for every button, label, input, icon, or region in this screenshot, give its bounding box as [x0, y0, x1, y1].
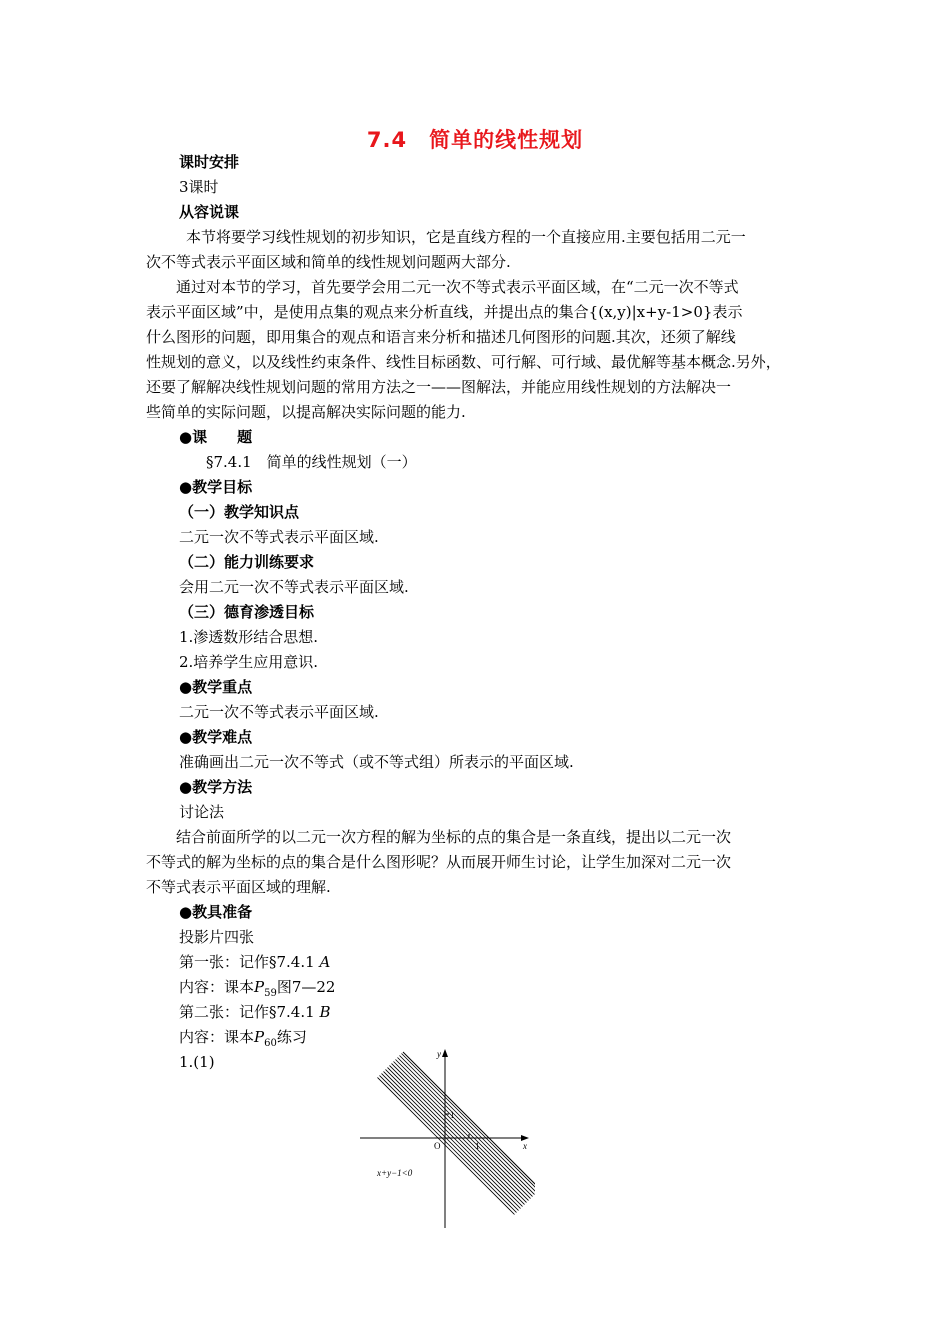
intro-paragraph-2-line: 表示平面区域”中，是使用点集的观点来分析直线，并提出点的集合{(x,y)|x+y-1>0}表示 — [146, 303, 743, 321]
slide-one-line — [146, 950, 814, 975]
hatch-line — [355, 1231, 535, 1233]
intro-paragraph-2-line: 性规划的意义，以及线性约束条件、线性目标函数、可行解、可行域、最优解等基本概念.另外， — [146, 353, 781, 371]
intro-paragraph-2-line: 通过对本节的学习，首先要学会用二元一次不等式表示平面区域，在“二元一次不等式 — [176, 278, 739, 296]
slide-two-line — [146, 1000, 814, 1025]
exercise-ref: 练习 — [276, 1028, 307, 1046]
exercise-number: 1.(1) — [179, 1053, 215, 1071]
knowledge-heading: （一）教学知识点 — [179, 503, 300, 521]
slide-one-label: 第一张：记作§7.4.1 — [179, 953, 320, 971]
moral-heading: （三）德育渗透目标 — [179, 603, 315, 621]
inequality-graph — [355, 1043, 535, 1233]
difficulty-text: 准确画出二元一次不等式（或不等式组）所表示的平面区域. — [179, 753, 574, 771]
figure-ref: 图7—22 — [276, 978, 336, 996]
key-point-heading: ●教学重点 — [179, 678, 253, 696]
ability-heading: （二）能力训练要求 — [179, 553, 315, 571]
method-paragraph-line: 不等式表示平面区域的理解. — [146, 878, 331, 896]
slide-one-content — [146, 975, 814, 1000]
intro-paragraph-1-line: 本节将要学习线性规划的初步知识，它是直线方程的一个直接应用.主要包括用二元一 — [186, 228, 746, 246]
y-axis-label: y — [437, 1049, 441, 1059]
moral-item: 2.培养学生应用意识. — [179, 653, 319, 671]
method-paragraph-line: 不等式的解为坐标的点的集合是什么图形呢？从而展开师生讨论，让学生加深对二元一次 — [146, 853, 732, 871]
moral-item: 1.渗透数形结合思想. — [179, 628, 319, 646]
slide-two-label: 第二张：记作§7.4.1 — [179, 1003, 320, 1021]
intro-paragraph-2-line: 些简单的实际问题，以提高解决实际问题的能力. — [146, 403, 466, 421]
method-paragraph-line: 结合前面所学的以二元一次方程的解为坐标的点的集合是一条直线，提出以二元一次 — [176, 828, 732, 846]
intro-paragraph-2-line: 还要了解解决线性规划问题的常用方法之一——图解法，并能应用线性规划的方法解决一 — [146, 378, 732, 396]
method-name: 讨论法 — [179, 803, 225, 821]
lesson-body — [146, 150, 814, 1075]
goals-heading: ●教学目标 — [179, 478, 253, 496]
content-label: 内容：课本 — [179, 1028, 255, 1046]
x-tick-label: 1 — [475, 1141, 480, 1151]
page-symbol: P — [254, 978, 265, 996]
origin-label: O — [434, 1141, 441, 1151]
section-number: 7.4 — [366, 128, 408, 152]
page-number: 60 — [264, 1038, 277, 1049]
x-axis-label: x — [523, 1141, 527, 1151]
slide-two-letter: B — [319, 1003, 331, 1021]
hatch-line — [355, 1043, 535, 1047]
intro-paragraph-1-line: 次不等式表示平面区域和简单的线性规划问题两大部分. — [146, 253, 511, 271]
schedule-value: 3课时 — [179, 178, 219, 196]
method-heading: ●教学方法 — [179, 778, 253, 796]
difficulty-heading: ●教学难点 — [179, 728, 253, 746]
tools-text: 投影片四张 — [179, 928, 255, 946]
key-point-text: 二元一次不等式表示平面区域. — [179, 703, 379, 721]
inequality-label: x+y−1<0 — [377, 1168, 413, 1178]
topic-heading: ●课 题 — [179, 428, 253, 446]
page-number: 59 — [264, 988, 277, 999]
schedule-heading: 课时安排 — [179, 153, 240, 171]
slide-one-letter: A — [319, 953, 331, 971]
tools-heading: ●教具准备 — [179, 903, 253, 921]
intro-paragraph-2-line: 什么图形的问题，即用集合的观点和语言来分析和描述几何图形的问题.其次，还须了解线 — [146, 328, 736, 346]
y-axis-arrow — [442, 1049, 448, 1057]
y-tick-label: 1 — [450, 1110, 455, 1120]
ability-text: 会用二元一次不等式表示平面区域. — [179, 578, 409, 596]
intro-heading: 从容说课 — [179, 203, 240, 221]
content-label: 内容：课本 — [179, 978, 255, 996]
page-symbol: P — [254, 1028, 265, 1046]
topic-value: §7.4.1 简单的线性规划（一） — [206, 453, 417, 471]
section-title: 简单的线性规划 — [429, 128, 584, 152]
knowledge-text: 二元一次不等式表示平面区域. — [179, 528, 379, 546]
